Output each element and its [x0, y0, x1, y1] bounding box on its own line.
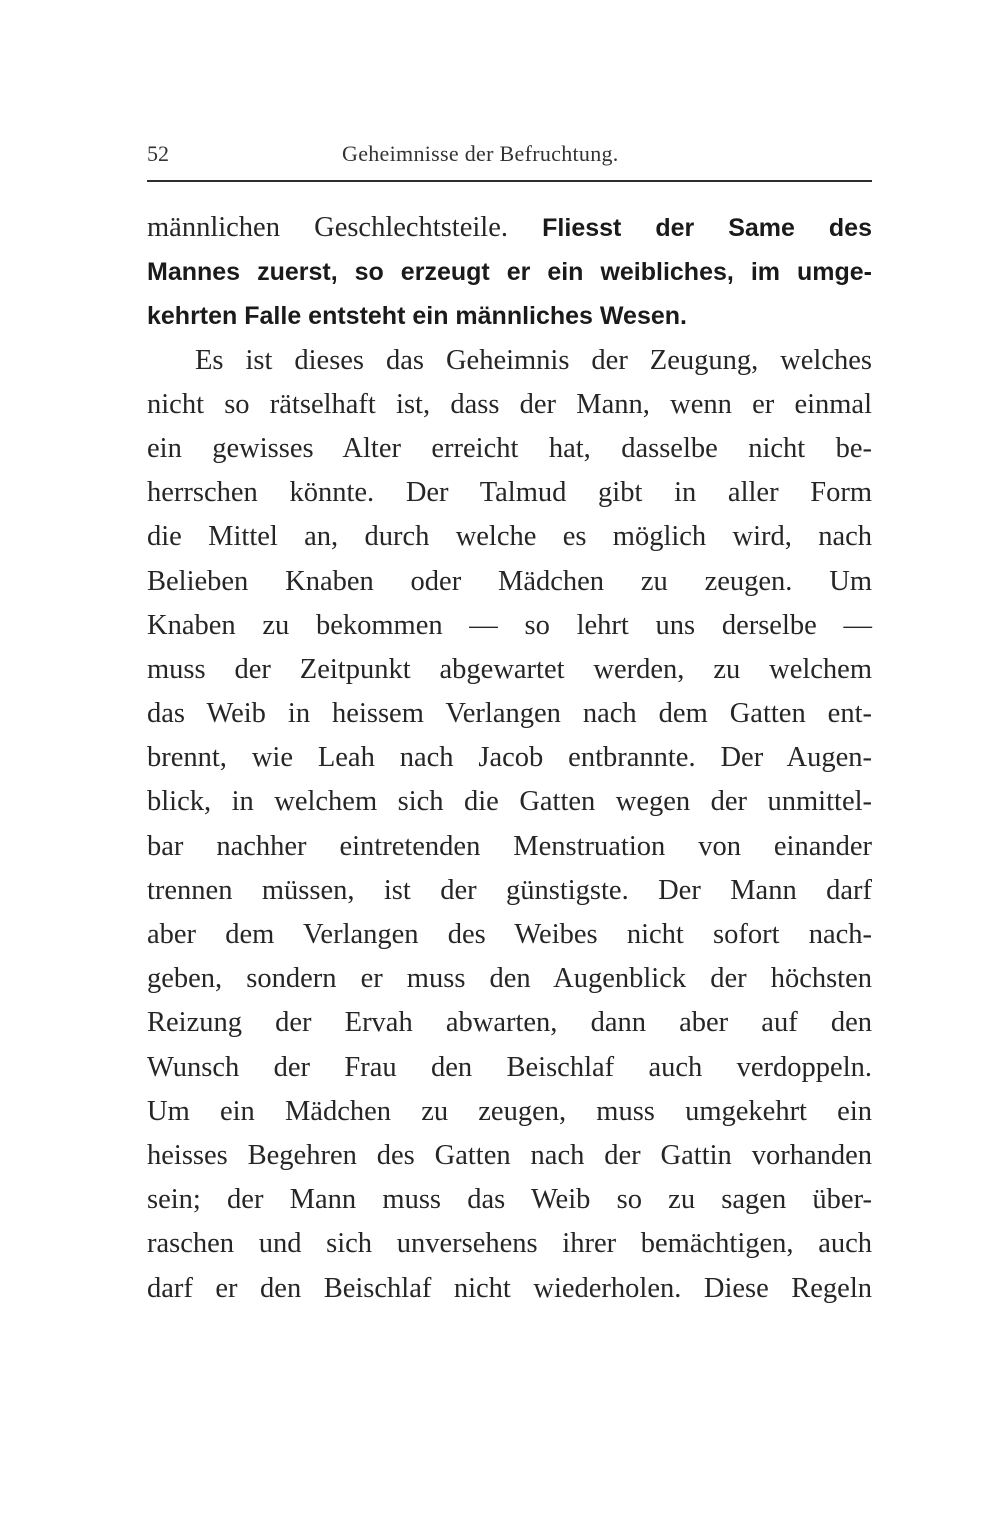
text-line: Reizung der Ervah abwarten, dann aber auf den — [147, 1007, 872, 1039]
text-line: die Mittel an, durch welche es möglich wird, nach — [147, 521, 872, 553]
page-number: 52 — [147, 141, 169, 166]
text-line: bar nachher eintretenden Menstruation von einander — [147, 830, 872, 862]
text-line: Knaben zu bekommen — so lehrt uns derselbe — — [147, 609, 872, 641]
header-rule — [147, 180, 872, 182]
text-line: muss der Zeitpunkt abgewartet werden, zu welchem — [147, 653, 872, 685]
text-line: Um ein Mädchen zu zeugen, muss umgekehrt ein — [147, 1095, 872, 1127]
running-title: Geheimnisse der Befruchtung. — [342, 141, 619, 166]
text-line: geben, sondern er muss den Augenblick der höchsten — [147, 963, 872, 995]
text-line: ein gewisses Alter erreicht hat, dasselbe nicht be- — [147, 432, 872, 464]
text-line: raschen und sich unversehens ihrer bemächtigen, auch — [147, 1228, 872, 1260]
text-line: darf er den Beischlaf nicht wiederholen. Diese Regeln — [147, 1272, 872, 1304]
text-line — [147, 250, 872, 294]
text-line: blick, in welchem sich die Gatten wegen der unmittel- — [147, 786, 872, 818]
text-line: Belieben Knaben oder Mädchen zu zeugen. Um — [147, 565, 872, 597]
text-line: Es ist dieses das Geheimnis der Zeugung, welches — [195, 344, 872, 376]
bold-text: kehrten Falle entsteht ein männliches Wesen. — [147, 302, 687, 331]
text-line: trennen müssen, ist der günstigste. Der Mann darf — [147, 874, 872, 906]
text-line — [147, 294, 872, 338]
body-text — [147, 206, 872, 1311]
text-line: sein; der Mann muss das Weib so zu sagen über- — [147, 1184, 872, 1216]
text-line: nicht so rätselhaft ist, dass der Mann, wenn er einmal — [147, 388, 872, 420]
text-plain: männlichen Geschlechtsteile. — [147, 212, 543, 243]
bold-text: Fliesst der Same des — [542, 214, 872, 242]
text-line: brennt, wie Leah nach Jacob entbrannte. Der Augen- — [147, 742, 872, 774]
text-line: heisses Begehren des Gatten nach der Gattin vorhanden — [147, 1139, 872, 1171]
running-head — [147, 141, 872, 175]
text-line: aber dem Verlangen des Weibes nicht sofort nach- — [147, 919, 872, 950]
text-line: Wunsch der Frau den Beischlaf auch verdoppeln. — [147, 1051, 872, 1083]
text-line: herrschen könnte. Der Talmud gibt in aller Form — [147, 477, 872, 509]
text-line — [147, 206, 872, 250]
bold-text: Mannes zuerst, so erzeugt er ein weibliches, im umge- — [147, 258, 872, 287]
text-line: das Weib in heissem Verlangen nach dem Gatten ent- — [147, 698, 872, 730]
